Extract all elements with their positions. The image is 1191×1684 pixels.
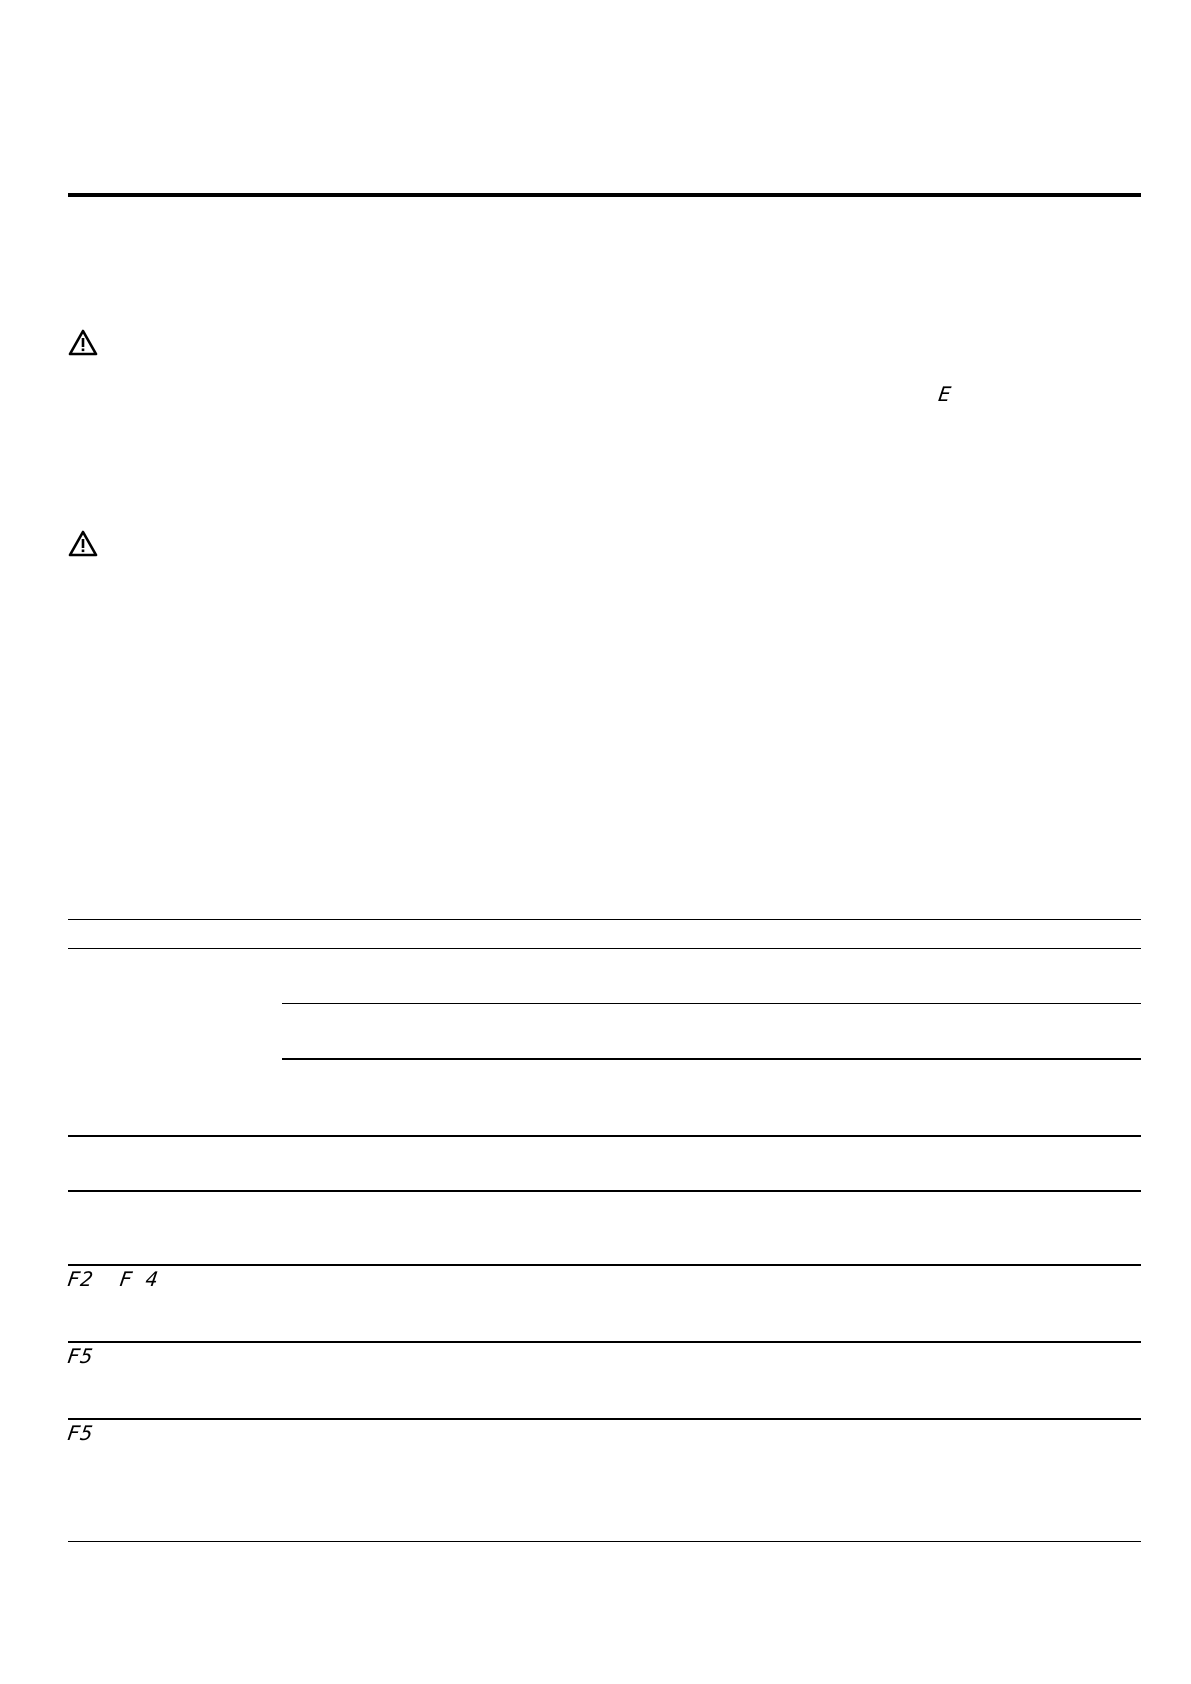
table-row-rule [68,1418,1141,1420]
display-code-f5: F5 [65,1421,96,1445]
table-row-rule [68,1135,1141,1137]
table-top-rule [68,919,1141,920]
display-code-f2-f4: F2 F 4 [65,1267,161,1291]
header-rule [68,193,1141,197]
table-subrow-rule [282,1058,1141,1060]
table-row-rule [68,1190,1141,1192]
table-row-rule [68,1264,1141,1266]
display-code-f5: F5 [65,1344,96,1368]
table-bottom-rule [68,1541,1141,1542]
display-code-e: E [936,382,954,406]
warning-triangle-icon [68,329,98,357]
table-header-rule [68,948,1141,949]
warning-triangle-icon [68,530,98,558]
table-subrow-rule [282,1003,1141,1004]
table-row-rule [68,1341,1141,1343]
